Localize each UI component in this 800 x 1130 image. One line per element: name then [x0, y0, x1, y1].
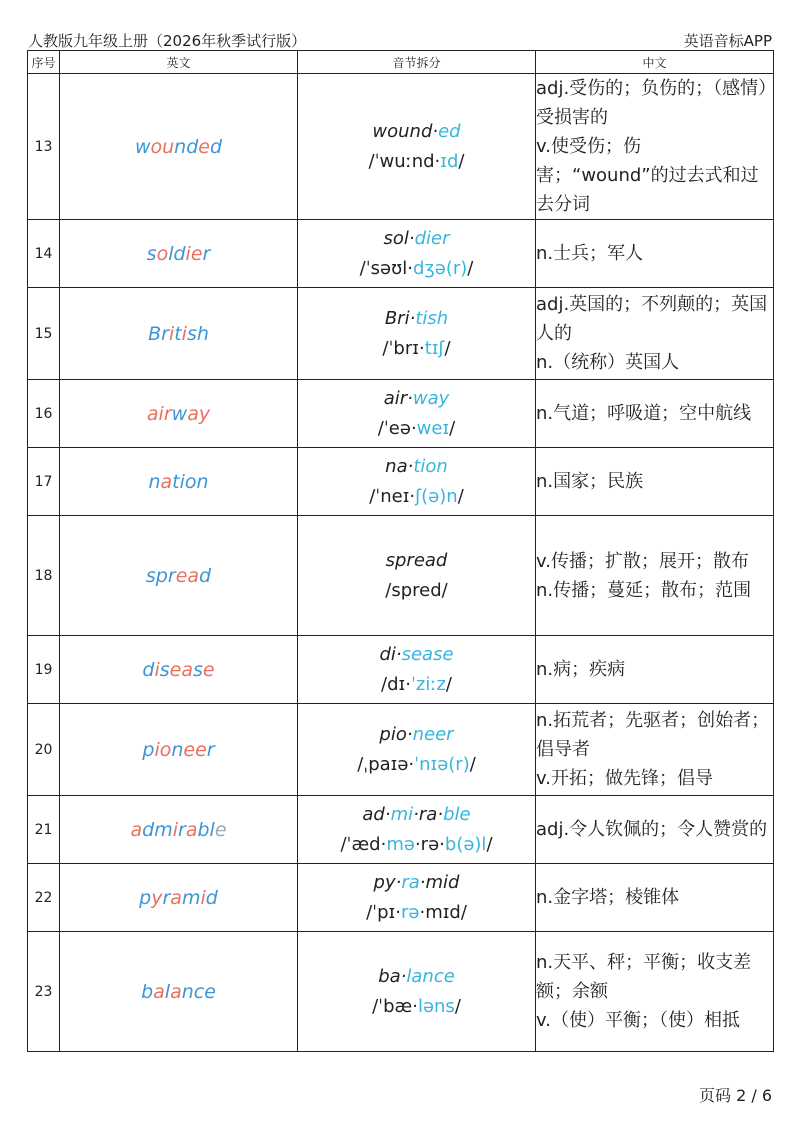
phonetic-segment: ·: [412, 995, 418, 1017]
phonetic-segment: dʒə(r): [412, 257, 468, 279]
phonetic-segment: /: [458, 150, 465, 172]
meaning-line: n.气道；呼吸道；空中航线: [536, 403, 752, 424]
table-row: [28, 864, 774, 932]
word-segment: b: [141, 980, 154, 1003]
chinese-meaning: [536, 796, 774, 864]
word-segment: e: [202, 658, 215, 681]
word-segment: ee: [183, 738, 207, 761]
phonetic-segment: ·: [434, 150, 441, 172]
syllable-line: [298, 868, 535, 898]
chinese-meaning: [536, 380, 774, 448]
syllable-segment: ra: [418, 803, 438, 825]
word-segment: i: [154, 658, 160, 681]
phonetic-segment: mə: [386, 833, 415, 855]
phonetic-line: [298, 147, 535, 177]
meaning-line: n.士兵；军人: [536, 243, 644, 264]
english-word: [60, 220, 298, 288]
syllable-line: [298, 800, 535, 830]
english-word: [60, 288, 298, 380]
word-segment: d: [205, 886, 218, 909]
word-segment: d: [209, 135, 223, 158]
syllable-segment: dier: [414, 227, 450, 249]
word-segment: d: [142, 658, 155, 681]
chinese-meaning: [536, 932, 774, 1052]
table-row: [28, 288, 774, 380]
syllable-segment: ·: [406, 723, 413, 745]
syllable-segment: ed: [438, 120, 461, 142]
row-number: 22: [28, 864, 60, 932]
phonetic-segment: /: [444, 337, 451, 359]
phonetic-segment: ·: [439, 833, 445, 855]
word-segment: o: [156, 242, 169, 265]
meaning-line: v.使受伤；伤害；“wound”的过去式和过去分词: [536, 136, 759, 215]
phonetic-segment: /: [445, 673, 452, 695]
phonetic-line: [298, 830, 535, 860]
syllable-segment: Bri: [384, 307, 410, 329]
chinese-meaning: [536, 704, 774, 796]
word-segment: a: [153, 980, 165, 1003]
meaning-line: n.传播；蔓延；散布；范围: [536, 579, 752, 601]
table-row: [28, 636, 774, 704]
table-row: [28, 448, 774, 516]
syllable-split: [298, 796, 536, 864]
english-word: [60, 636, 298, 704]
phonetic-segment: ˈziːz: [410, 673, 446, 695]
word-segment: s: [159, 658, 170, 681]
syllable-segment: py: [373, 871, 396, 893]
phonetic-segment: rə: [420, 833, 440, 855]
phonetic-line: [298, 414, 535, 444]
meaning-line: n.拓荒者；先驱者；创始者；倡导者: [536, 710, 770, 760]
english-word: [60, 380, 298, 448]
phonetic-segment: ʃ(ə)n: [415, 485, 458, 507]
table-row: [28, 932, 774, 1052]
phonetic-segment: weɪ: [416, 417, 450, 439]
syllable-segment: ·: [409, 307, 416, 329]
syllable-segment: pio: [379, 723, 407, 745]
syllable-segment: ·: [408, 227, 415, 249]
word-segment: s: [192, 658, 203, 681]
word-segment: w: [171, 402, 188, 425]
phonetic-segment: ·: [380, 833, 387, 855]
syllable-segment: ad: [362, 803, 385, 825]
row-number: 19: [28, 636, 60, 704]
word-segment: t: [174, 322, 182, 345]
page-number: 页码 2 / 6: [698, 1086, 772, 1105]
phonetic-segment: /ˈneɪ: [369, 485, 410, 507]
syllable-line: [298, 452, 535, 482]
row-number: 20: [28, 704, 60, 796]
meaning-line: n.病；疾病: [536, 659, 626, 680]
word-segment: p: [139, 886, 152, 909]
syllable-line: [298, 224, 535, 254]
phonetic-segment: /: [467, 257, 474, 279]
word-segment: n: [148, 470, 161, 493]
syllable-line: [298, 546, 535, 576]
syllable-segment: spread: [385, 549, 448, 571]
phonetic-line: [298, 254, 535, 284]
word-segment: io: [154, 738, 172, 761]
phonetic-segment: /: [454, 995, 461, 1017]
meaning-line: n.（统称）英国人: [536, 352, 680, 373]
word-segment: Br: [148, 322, 169, 345]
table-row: [28, 220, 774, 288]
row-number: 21: [28, 796, 60, 864]
word-segment: r: [178, 818, 186, 841]
word-segment: d: [199, 564, 212, 587]
phonetic-segment: ·: [409, 485, 416, 507]
syllable-segment: ·: [400, 965, 407, 987]
phonetic-segment: ·: [419, 901, 426, 923]
row-number: 23: [28, 932, 60, 1052]
phonetic-segment: /ˈwuːnd: [368, 150, 435, 172]
syllable-segment: ·: [419, 871, 426, 893]
phonetic-line: [298, 334, 535, 364]
row-number: 17: [28, 448, 60, 516]
word-segment: r: [162, 886, 171, 909]
word-segment: a: [170, 980, 182, 1003]
table-row: [28, 380, 774, 448]
word-segment: air: [146, 402, 172, 425]
table-row: [28, 516, 774, 636]
word-segment: s: [146, 242, 157, 265]
syllable-line: [298, 720, 535, 750]
chinese-meaning: [536, 516, 774, 636]
word-segment: r: [202, 242, 211, 265]
syllable-split: [298, 932, 536, 1052]
word-segment: a: [170, 886, 182, 909]
meaning-line: n.国家；民族: [536, 471, 644, 492]
phonetic-segment: rə: [400, 901, 420, 923]
chinese-meaning: [536, 288, 774, 380]
phonetic-segment: /: [457, 485, 464, 507]
word-segment: e: [198, 135, 210, 158]
word-segment: y: [151, 886, 163, 909]
syllable-segment: na: [385, 455, 408, 477]
phonetic-segment: /ˈbrɪ: [382, 337, 419, 359]
phonetic-segment: ·: [414, 833, 421, 855]
meaning-line: n.天平、秤；平衡；收支差额；余额: [536, 952, 752, 1002]
meaning-line: adj.受伤的；负伤的；（感情）受损害的: [536, 78, 768, 128]
word-segment: i: [181, 322, 187, 345]
phonetic-segment: ·: [395, 901, 401, 923]
syllable-segment: neer: [412, 723, 454, 745]
syllable-split: [298, 74, 536, 220]
document-title: 人教版九年级上册（2026年秋季试行版）: [28, 32, 307, 50]
word-segment: ay: [187, 402, 211, 425]
phonetic-segment: /ˈeə: [377, 417, 411, 439]
chinese-meaning: [536, 448, 774, 516]
syllable-line: [298, 117, 535, 147]
row-number: 15: [28, 288, 60, 380]
syllable-segment: tish: [415, 307, 449, 329]
phonetic-segment: /: [469, 753, 476, 775]
phonetic-segment: ləns: [417, 995, 455, 1017]
syllable-line: [298, 384, 535, 414]
syllable-split: [298, 380, 536, 448]
chinese-meaning: [536, 74, 774, 220]
chinese-meaning: [536, 220, 774, 288]
word-segment: n: [171, 738, 184, 761]
phonetic-segment: ·: [405, 673, 411, 695]
english-word: [60, 932, 298, 1052]
syllable-segment: sol: [383, 227, 409, 249]
syllable-segment: di: [379, 643, 396, 665]
syllable-segment: ra: [401, 871, 420, 893]
syllable-segment: ·: [395, 643, 402, 665]
phonetic-segment: ɪd: [440, 150, 459, 172]
syllable-split: [298, 864, 536, 932]
word-segment: p: [142, 738, 155, 761]
meaning-line: v.开拓；做先锋；倡导: [536, 768, 713, 789]
phonetic-line: [298, 576, 535, 606]
phonetic-segment: /dɪ: [381, 673, 406, 695]
word-segment: sh: [186, 322, 209, 345]
word-segment: ie: [185, 242, 203, 265]
chinese-meaning: [536, 864, 774, 932]
syllable-segment: ba: [378, 965, 401, 987]
meaning-line: n.金字塔；棱锥体: [536, 887, 680, 908]
column-header-english: 英文: [60, 51, 298, 74]
syllable-segment: ·: [407, 387, 413, 409]
word-segment: dm: [142, 818, 173, 841]
english-word: [60, 796, 298, 864]
word-segment: e: [214, 818, 227, 841]
phonetic-line: [298, 482, 535, 512]
phonetic-segment: /ˈæd: [340, 833, 381, 855]
table-header-row: [28, 51, 774, 74]
column-header-number: 序号: [28, 51, 60, 74]
phonetic-segment: /spred/: [385, 579, 448, 601]
phonetic-segment: /ˌpaɪə: [357, 753, 409, 775]
english-word: [60, 516, 298, 636]
word-segment: tion: [172, 470, 209, 493]
table-row: [28, 796, 774, 864]
meaning-line: v.传播；扩散；展开；散布: [536, 550, 749, 572]
phonetic-line: [298, 750, 535, 780]
phonetic-line: [298, 898, 535, 928]
syllable-segment: mid: [425, 871, 460, 893]
phonetic-segment: tɪʃ: [424, 337, 445, 359]
phonetic-segment: ·: [408, 753, 415, 775]
phonetic-segment: /ˈsəʊl: [359, 257, 408, 279]
word-segment: nce: [181, 980, 216, 1003]
syllable-split: [298, 516, 536, 636]
word-segment: a: [185, 818, 198, 841]
word-segment: d: [186, 135, 199, 158]
word-segment: a: [160, 470, 173, 493]
syllable-segment: ·: [413, 803, 419, 825]
meaning-line: adj.英国的；不列颠的；英国人的: [536, 294, 768, 344]
word-segment: w: [134, 135, 151, 158]
phonetic-segment: /ˈpɪ: [366, 901, 396, 923]
phonetic-segment: ·: [407, 257, 413, 279]
row-number: 18: [28, 516, 60, 636]
phonetic-segment: /: [486, 833, 493, 855]
syllable-segment: sease: [401, 643, 454, 665]
syllable-segment: ·: [395, 871, 402, 893]
word-segment: l: [164, 980, 171, 1003]
word-segment: ld: [168, 242, 186, 265]
syllable-segment: lance: [406, 965, 455, 987]
row-number: 16: [28, 380, 60, 448]
column-header-chinese: 中文: [536, 51, 774, 74]
column-header-syllables: 音节拆分: [298, 51, 536, 74]
syllable-split: [298, 704, 536, 796]
english-word: [60, 704, 298, 796]
syllable-line: [298, 640, 535, 670]
phonetic-segment: ˈnɪə(r): [414, 753, 470, 775]
syllable-segment: wound: [372, 120, 433, 142]
syllable-split: [298, 288, 536, 380]
phonetic-line: [298, 992, 535, 1022]
english-word: [60, 448, 298, 516]
word-segment: ea: [169, 658, 193, 681]
word-segment: i: [168, 322, 175, 345]
word-segment: ou: [150, 135, 175, 158]
syllable-segment: air: [383, 387, 408, 409]
row-number: 14: [28, 220, 60, 288]
syllable-line: [298, 962, 535, 992]
syllable-segment: ·: [437, 803, 444, 825]
syllable-segment: ·: [384, 803, 391, 825]
word-segment: a: [130, 818, 143, 841]
syllable-segment: tion: [413, 455, 448, 477]
english-word: [60, 864, 298, 932]
word-segment: m: [181, 886, 201, 909]
chinese-meaning: [536, 636, 774, 704]
meaning-line: adj.令人钦佩的；令人赞赏的: [536, 819, 768, 840]
phonetic-line: [298, 670, 535, 700]
word-segment: r: [206, 738, 215, 761]
word-segment: i: [200, 886, 206, 909]
phonetic-segment: /: [449, 417, 456, 439]
phonetic-segment: ·: [410, 417, 417, 439]
word-segment: i: [172, 818, 178, 841]
word-segment: bl: [197, 818, 215, 841]
phonetic-segment: /ˈbæ: [372, 995, 413, 1017]
word-segment: spr: [145, 564, 176, 587]
vocabulary-table: [27, 50, 774, 1052]
word-segment: n: [174, 135, 187, 158]
phonetic-segment: mɪd/: [425, 901, 467, 923]
syllable-segment: ble: [443, 803, 471, 825]
syllable-segment: way: [412, 387, 450, 409]
phonetic-segment: b(ə)l: [444, 833, 487, 855]
syllable-line: [298, 304, 535, 334]
phonetic-segment: ·: [418, 337, 425, 359]
app-name: 英语音标APP: [683, 32, 772, 50]
word-segment: ea: [175, 564, 200, 587]
syllable-segment: mi: [390, 803, 414, 825]
row-number: 13: [28, 74, 60, 220]
syllable-segment: ·: [432, 120, 439, 142]
syllable-split: [298, 636, 536, 704]
syllable-segment: ·: [407, 455, 414, 477]
meaning-line: v.（使）平衡；（使）相抵: [536, 1010, 740, 1031]
syllable-split: [298, 220, 536, 288]
table-row: [28, 74, 774, 220]
english-word: [60, 74, 298, 220]
syllable-split: [298, 448, 536, 516]
table-row: [28, 704, 774, 796]
